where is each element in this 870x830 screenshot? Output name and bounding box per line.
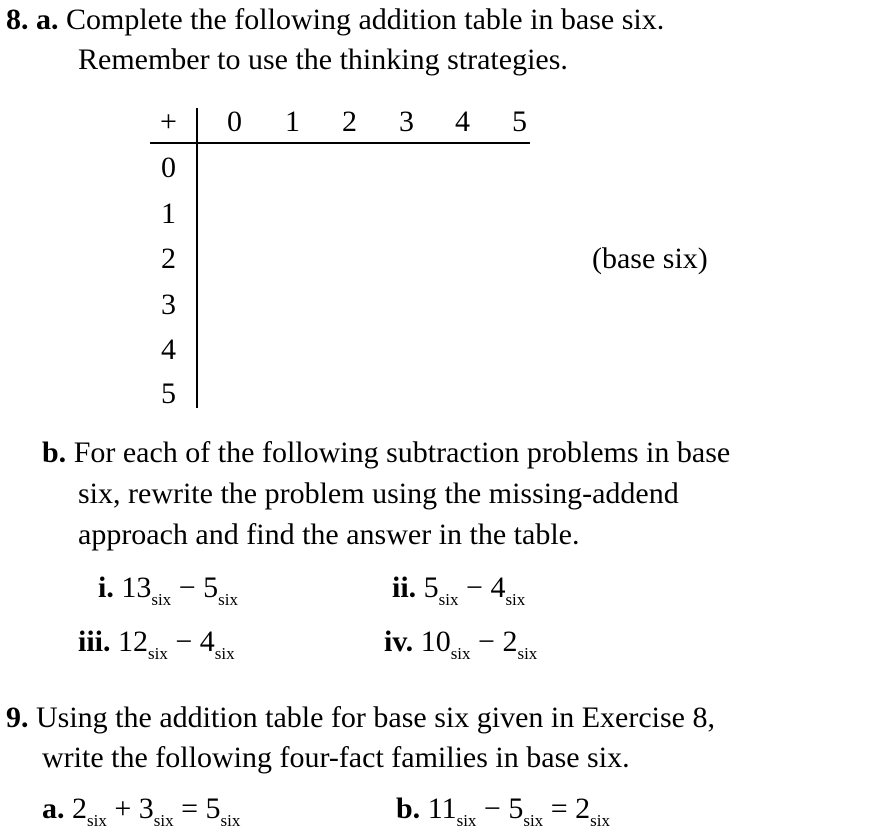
operand: 2 [575,792,591,825]
operand: 13 [121,571,152,604]
base-subscript: six [590,811,610,830]
operand: 10 [420,625,451,658]
base-six-note: (base six) [592,242,708,275]
base-subscript: six [438,590,459,609]
problem-label: iii. [78,625,111,658]
problem-iii [78,622,235,662]
table-operator: + [160,105,177,138]
operand: 5 [203,571,219,604]
base-subscript: six [517,644,538,663]
operand: 5 [508,792,524,825]
q8a-line2: Remember to use the thinking strategies. [78,43,568,76]
operand: 12 [118,625,149,658]
operand: 3 [138,792,154,825]
operand: 2 [72,792,87,825]
table-vertical-rule [196,108,198,408]
operand: 4 [199,625,215,658]
base-subscript: six [214,644,235,663]
operand: 2 [502,625,518,658]
table-col-header: 4 [455,105,470,138]
table-row-header: 0 [161,151,176,184]
operator: − [178,571,196,604]
table-col-header: 0 [227,105,242,138]
operand: 4 [490,571,506,604]
base-subscript: six [523,811,544,830]
base-subscript: six [218,590,238,609]
q8a-label: a. [36,3,59,36]
table-header-rule [150,142,530,144]
base-subscript: six [153,811,174,830]
base-subscript: six [87,811,107,830]
equals-sign: = [550,792,568,825]
problem-label: iv. [384,625,414,658]
table-col-header: 5 [512,105,527,138]
q9-number: 9. [6,701,29,734]
problem-label: ii. [392,571,417,604]
q8-number: 8. [6,3,29,36]
addition-table [150,105,550,410]
q8b-line2: six, rewrite the problem using the missing-addend [78,477,679,510]
operator: + [114,792,132,825]
base-subscript: six [151,590,172,609]
q8b-label: b. [42,436,67,469]
q8b-text-line1: For each of the following subtraction problems in base [73,436,731,469]
q9-line1 [6,698,715,738]
table-row-header: 2 [161,242,176,275]
table-col-header: 1 [285,105,300,138]
table-col-header: 2 [342,105,357,138]
base-subscript: six [456,811,477,830]
equals-sign: = [181,792,199,825]
operator: − [483,792,501,825]
table-row-header: 1 [161,197,176,230]
operator: − [478,625,495,658]
q8a-line1: Complete the following addition table in base six. [66,3,665,36]
q9-text-line1: Using the addition table for base six given in Exercise 8, [36,701,715,734]
operator: − [466,571,483,604]
operator: − [175,625,193,658]
table-col-header: 3 [399,105,414,138]
base-subscript: six [148,644,168,663]
base-subscript: six [220,811,241,830]
base-subscript: six [450,644,471,663]
table-row-header: 5 [161,377,176,410]
q8-header [6,0,664,40]
q9-item-a [42,789,240,829]
q8b-line1 [42,433,730,473]
problem-iv [384,622,537,662]
q9-item-b [396,789,610,829]
q9-line2: write the following four-fact families in base six. [42,741,630,774]
table-row-header: 4 [161,333,176,366]
problem-label: i. [98,571,114,604]
operand: 5 [423,571,439,604]
problem-i [98,568,238,608]
item-label: b. [396,792,421,825]
table-row-header: 3 [161,288,176,321]
operand: 11 [427,792,457,825]
problem-ii [392,568,525,608]
base-subscript: six [505,590,526,609]
q8b-line3: approach and find the answer in the table. [78,518,580,551]
operand: 5 [205,792,221,825]
item-label: a. [42,792,65,825]
